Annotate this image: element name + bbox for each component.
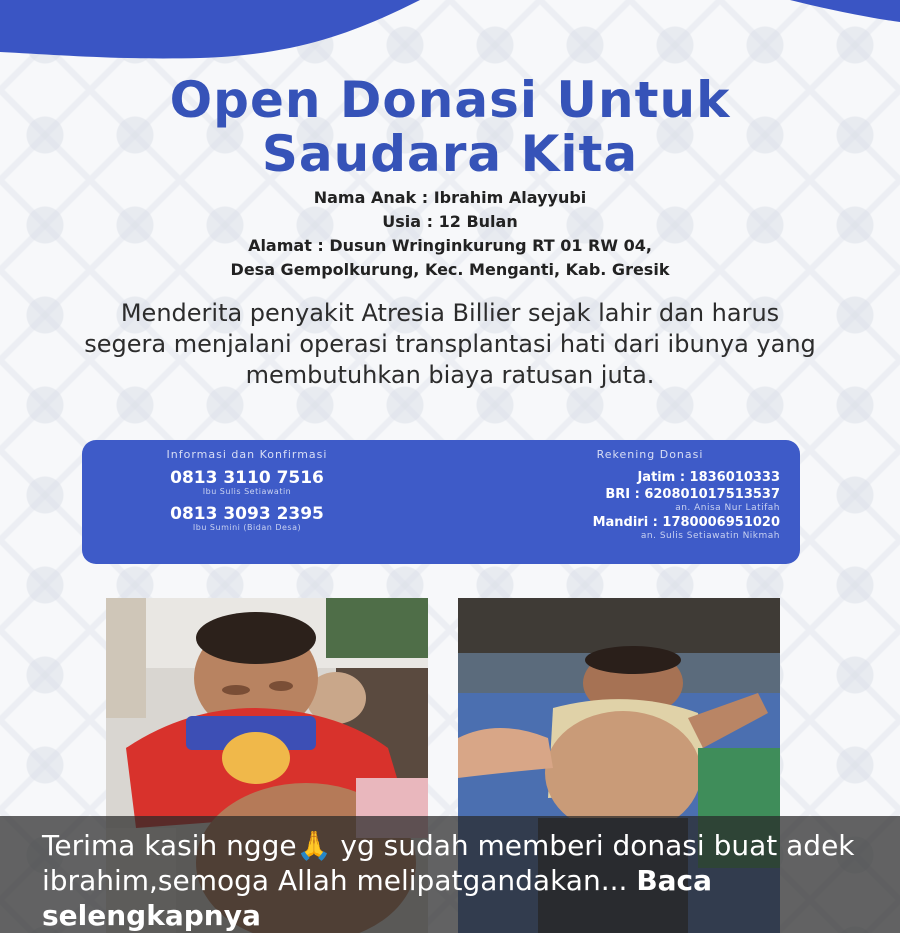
donation-info-banner	[82, 440, 800, 564]
account-bri-name: an. Anisa Nur Latifah	[675, 503, 780, 513]
account-bri: BRI : 620801017513537	[605, 487, 780, 502]
contact-phone-1: 0813 3110 7516	[170, 468, 324, 488]
caption-text: Terima kasih ngge🙏 yg sudah memberi donasi buat adek ibrahim,semoga Allah melipatgandakan...	[42, 829, 855, 897]
top-right-wave	[790, 0, 900, 40]
contact-phone-2: 0813 3093 2395	[170, 504, 324, 524]
account-mandiri-name: an. Sulis Setiawatin Nikmah	[640, 531, 780, 541]
poster-title-line1: Open Donasi Untuk	[169, 71, 731, 129]
top-left-wave	[0, 0, 420, 70]
address-line2: Desa Gempolkurung, Kec. Menganti, Kab. Gresik	[230, 260, 670, 279]
condition-description: Menderita penyakit Atresia Billier sejak lahir dan harus segera menjalani operasi transplantasi hati dari ibunya yang membutuhkan biaya ratusan juta.	[84, 299, 816, 389]
accounts-column	[480, 440, 780, 564]
caption-text-block	[42, 828, 862, 933]
account-mandiri: Mandiri : 1780006951020	[592, 515, 780, 530]
read-more-link[interactable]: Baca selengkapnya	[42, 864, 713, 932]
contact-phone-1-name: Ibu Sulis Setiawatin	[202, 487, 292, 496]
address-line1: Alamat : Dusun Wringinkurung RT 01 RW 04,	[248, 236, 652, 255]
contact-heading: Informasi dan Konfirmasi	[166, 448, 328, 461]
poster-title-line2: Saudara Kita	[261, 125, 639, 183]
contact-phone-2-name: Ibu Sumini (Bidan Desa)	[192, 523, 302, 532]
child-name: Nama Anak : Ibrahim Alayyubi	[313, 188, 587, 207]
contact-column	[112, 440, 382, 564]
accounts-heading: Rekening Donasi	[596, 448, 704, 461]
account-jatim: Jatim : 1836010333	[637, 470, 780, 485]
child-age: Usia : 12 Bulan	[382, 212, 518, 231]
